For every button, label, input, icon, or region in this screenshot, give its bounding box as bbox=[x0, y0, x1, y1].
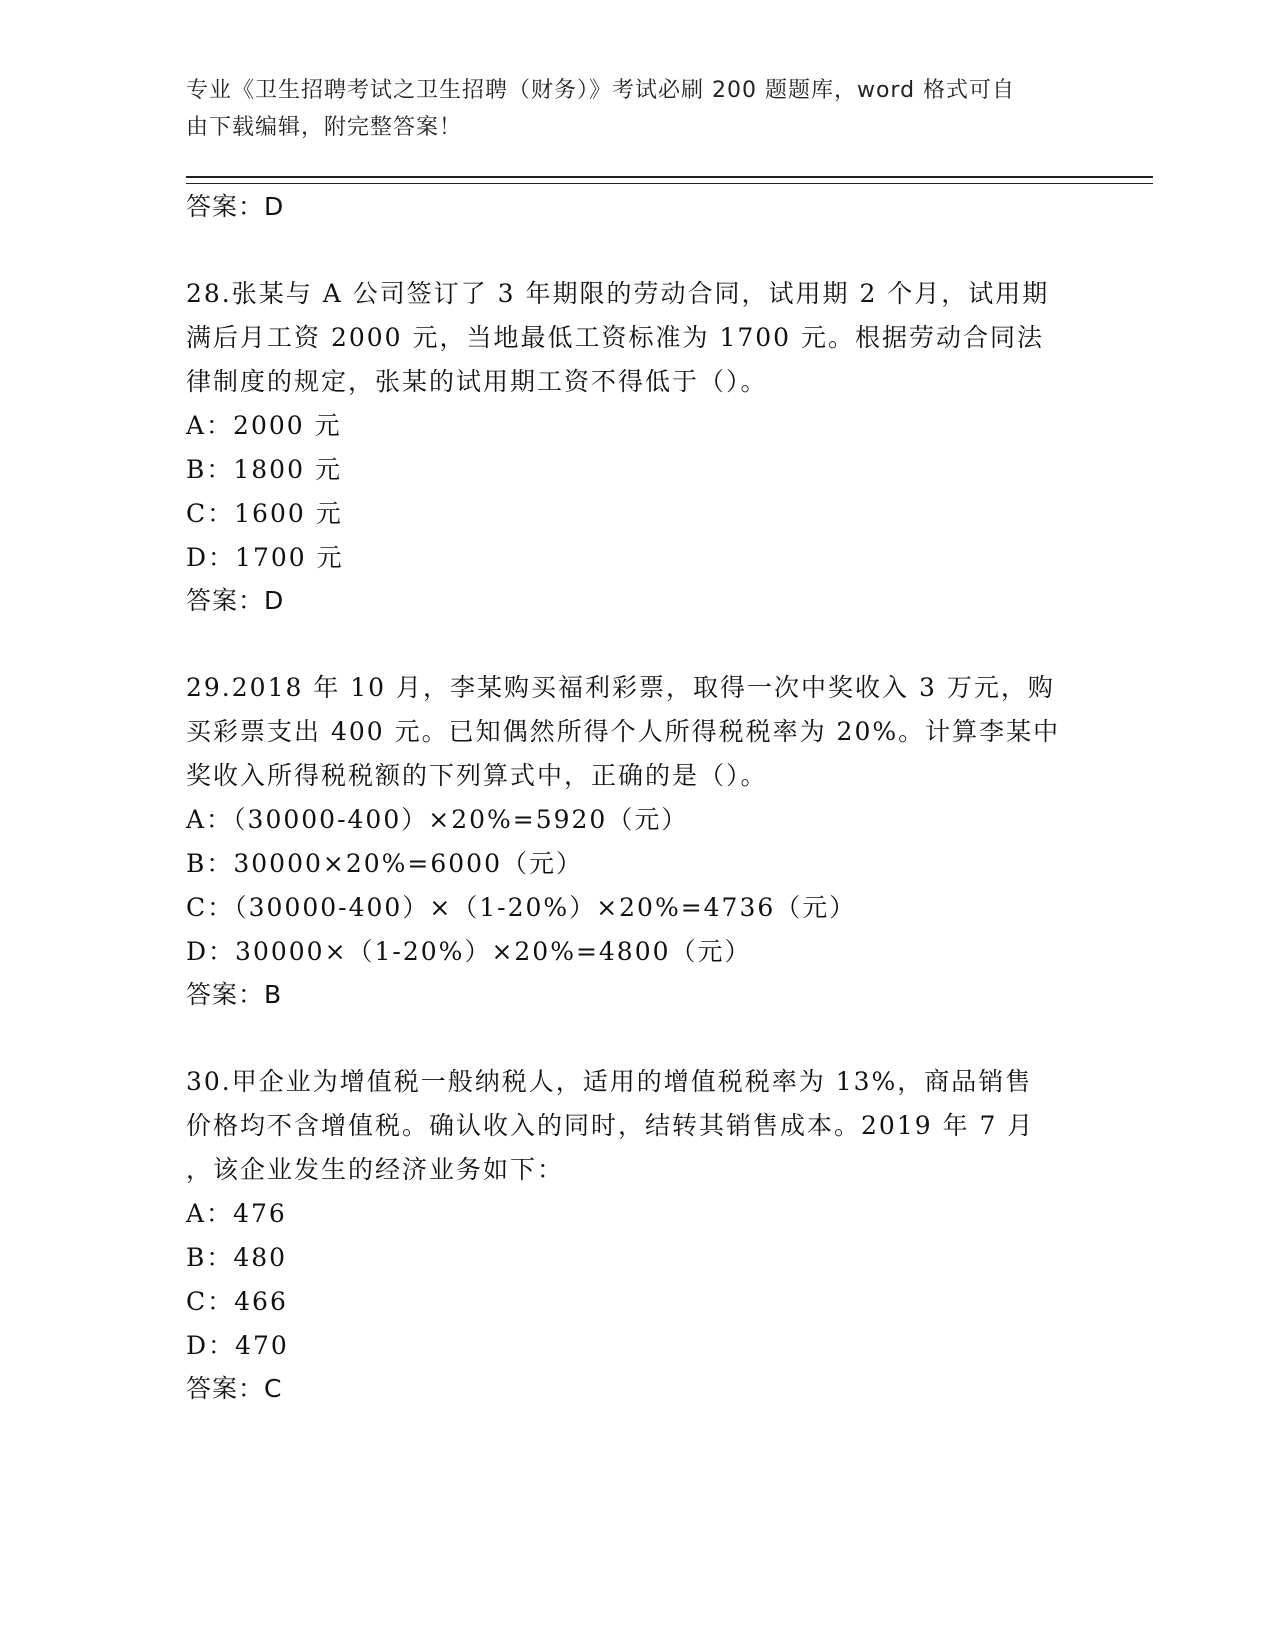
header-line-2: 由下载编辑，附完整答案！ bbox=[186, 115, 463, 140]
q29-option-b: B：30000×20%=6000（元） bbox=[186, 849, 583, 878]
q30-stem-line-1: 30.甲企业为增值税一般纳税人，适用的增值税税率为 13%，商品销售 bbox=[186, 1067, 1033, 1096]
q30-answer: 答案：C bbox=[186, 1374, 283, 1403]
q28-answer: 答案：D bbox=[186, 586, 285, 615]
previous-answer: 答案：D bbox=[186, 192, 285, 221]
q30-option-c: C：466 bbox=[186, 1287, 288, 1316]
q28-option-a: A：2000 元 bbox=[186, 411, 342, 440]
q28-option-b: B：1800 元 bbox=[186, 455, 342, 484]
q29-stem-line-1: 29.2018 年 10 月，李某购买福利彩票，取得一次中奖收入 3 万元，购 bbox=[186, 673, 1055, 702]
q30-option-d: D：470 bbox=[186, 1331, 289, 1360]
header-divider-thin bbox=[186, 183, 1153, 184]
q28-option-c: C：1600 元 bbox=[186, 499, 343, 528]
q28-option-d: D：1700 元 bbox=[186, 543, 344, 572]
q29-stem-line-2: 买彩票支出 400 元。已知偶然所得个人所得税税率为 20%。计算李某中 bbox=[186, 717, 1061, 746]
q28-stem-line-1: 28.张某与 A 公司签订了 3 年期限的劳动合同，试用期 2 个月，试用期 bbox=[186, 279, 1050, 308]
q29-stem-line-3: 奖收入所得税税额的下列算式中，正确的是（）。 bbox=[186, 761, 768, 790]
header-divider-thick bbox=[186, 176, 1153, 178]
q28-stem-line-2: 满后月工资 2000 元，当地最低工资标准为 1700 元。根据劳动合同法 bbox=[186, 323, 1045, 352]
q30-option-a: A：476 bbox=[186, 1199, 287, 1228]
q30-stem-line-3: ，该企业发生的经济业务如下： bbox=[186, 1155, 565, 1184]
page-header bbox=[186, 72, 1066, 146]
q30-option-b: B：480 bbox=[186, 1243, 288, 1272]
q29-option-d: D：30000×（1-20%）×20%=4800（元） bbox=[186, 937, 752, 966]
q29-answer: 答案：B bbox=[186, 980, 283, 1009]
q29-option-c: C：（30000-400）×（1-20%）×20%=4736（元） bbox=[186, 893, 857, 922]
header-line-1: 专业《卫生招聘考试之卫生招聘（财务）》考试必刷 200 题题库，word 格式可自 bbox=[186, 78, 1016, 103]
q29-option-a: A：（30000-400）×20%=5920（元） bbox=[186, 805, 689, 834]
q30-stem-line-2: 价格均不含增值税。确认收入的同时，结转其销售成本。2019 年 7 月 bbox=[186, 1111, 1035, 1140]
q28-stem-line-3: 律制度的规定，张某的试用期工资不得低于（）。 bbox=[186, 367, 768, 396]
